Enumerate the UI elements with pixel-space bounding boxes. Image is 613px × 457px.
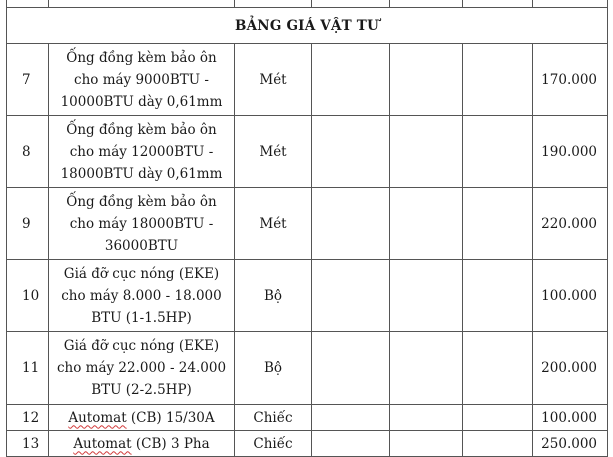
empty-cell: [463, 188, 533, 260]
price-table: [6, 0, 608, 457]
table-title-row: [7, 8, 608, 44]
table-row: [7, 188, 608, 260]
table-row: [7, 260, 608, 332]
item-name: Ống đồng kèm bảo ôn cho máy 18000BTU - 36000BTU: [49, 188, 235, 260]
item-name: Ống đồng kèm bảo ôn cho máy 12000BTU - 18000BTU dày 0,61mm: [49, 116, 235, 188]
empty-cell: [463, 260, 533, 332]
item-price: 220.000: [533, 188, 608, 260]
empty-cell: [463, 116, 533, 188]
empty-cell: [312, 332, 390, 405]
row-number: 7: [7, 44, 49, 116]
item-price: 170.000: [533, 44, 608, 116]
empty-cell: [463, 431, 533, 457]
item-unit: Bộ: [235, 332, 312, 405]
empty-cell: [390, 431, 463, 457]
empty-cell: [390, 260, 463, 332]
table-row: [7, 44, 608, 116]
empty-cell: [463, 405, 533, 431]
item-unit: Mét: [235, 188, 312, 260]
empty-cell: [390, 405, 463, 431]
empty-cell: [390, 332, 463, 405]
row-number: 13: [7, 431, 49, 457]
table-row: [7, 116, 608, 188]
item-price: 100.000: [533, 260, 608, 332]
item-unit: Mét: [235, 44, 312, 116]
table-title: BẢNG GIÁ VẬT TƯ: [7, 8, 608, 44]
empty-cell: [312, 188, 390, 260]
item-unit: Chiếc: [235, 431, 312, 457]
item-name: Giá đỡ cục nóng (EKE) cho máy 8.000 - 18.000 BTU (1-1.5HP): [49, 260, 235, 332]
empty-cell: [312, 44, 390, 116]
row-number: 8: [7, 116, 49, 188]
empty-cell: [312, 116, 390, 188]
item-name: Ống đồng kèm bảo ôn cho máy 9000BTU - 10000BTU dày 0,61mm: [49, 44, 235, 116]
empty-cell: [390, 116, 463, 188]
item-price: 250.000: [533, 431, 608, 457]
item-price: 190.000: [533, 116, 608, 188]
empty-cell: [312, 260, 390, 332]
empty-cell: [390, 44, 463, 116]
table-row: [7, 431, 608, 457]
item-price: 100.000: [533, 405, 608, 431]
item-price: 200.000: [533, 332, 608, 405]
item-unit: Chiếc: [235, 405, 312, 431]
item-name: Giá đỡ cục nóng (EKE) cho máy 22.000 - 24.000 BTU (2-2.5HP): [49, 332, 235, 405]
header-stub-row: [7, 0, 608, 8]
item-unit: Bộ: [235, 260, 312, 332]
empty-cell: [390, 188, 463, 260]
spellcheck-word: Automat: [73, 435, 132, 452]
empty-cell: [312, 405, 390, 431]
item-name: Automat (CB) 15/30A: [49, 405, 235, 431]
row-number: 11: [7, 332, 49, 405]
empty-cell: [312, 431, 390, 457]
item-name: Automat (CB) 3 Pha: [49, 431, 235, 457]
row-number: 9: [7, 188, 49, 260]
spellcheck-word: Automat: [68, 409, 127, 426]
item-unit: Mét: [235, 116, 312, 188]
row-number: 10: [7, 260, 49, 332]
table-row: [7, 405, 608, 431]
row-number: 12: [7, 405, 49, 431]
table-row: [7, 332, 608, 405]
empty-cell: [463, 332, 533, 405]
empty-cell: [463, 44, 533, 116]
